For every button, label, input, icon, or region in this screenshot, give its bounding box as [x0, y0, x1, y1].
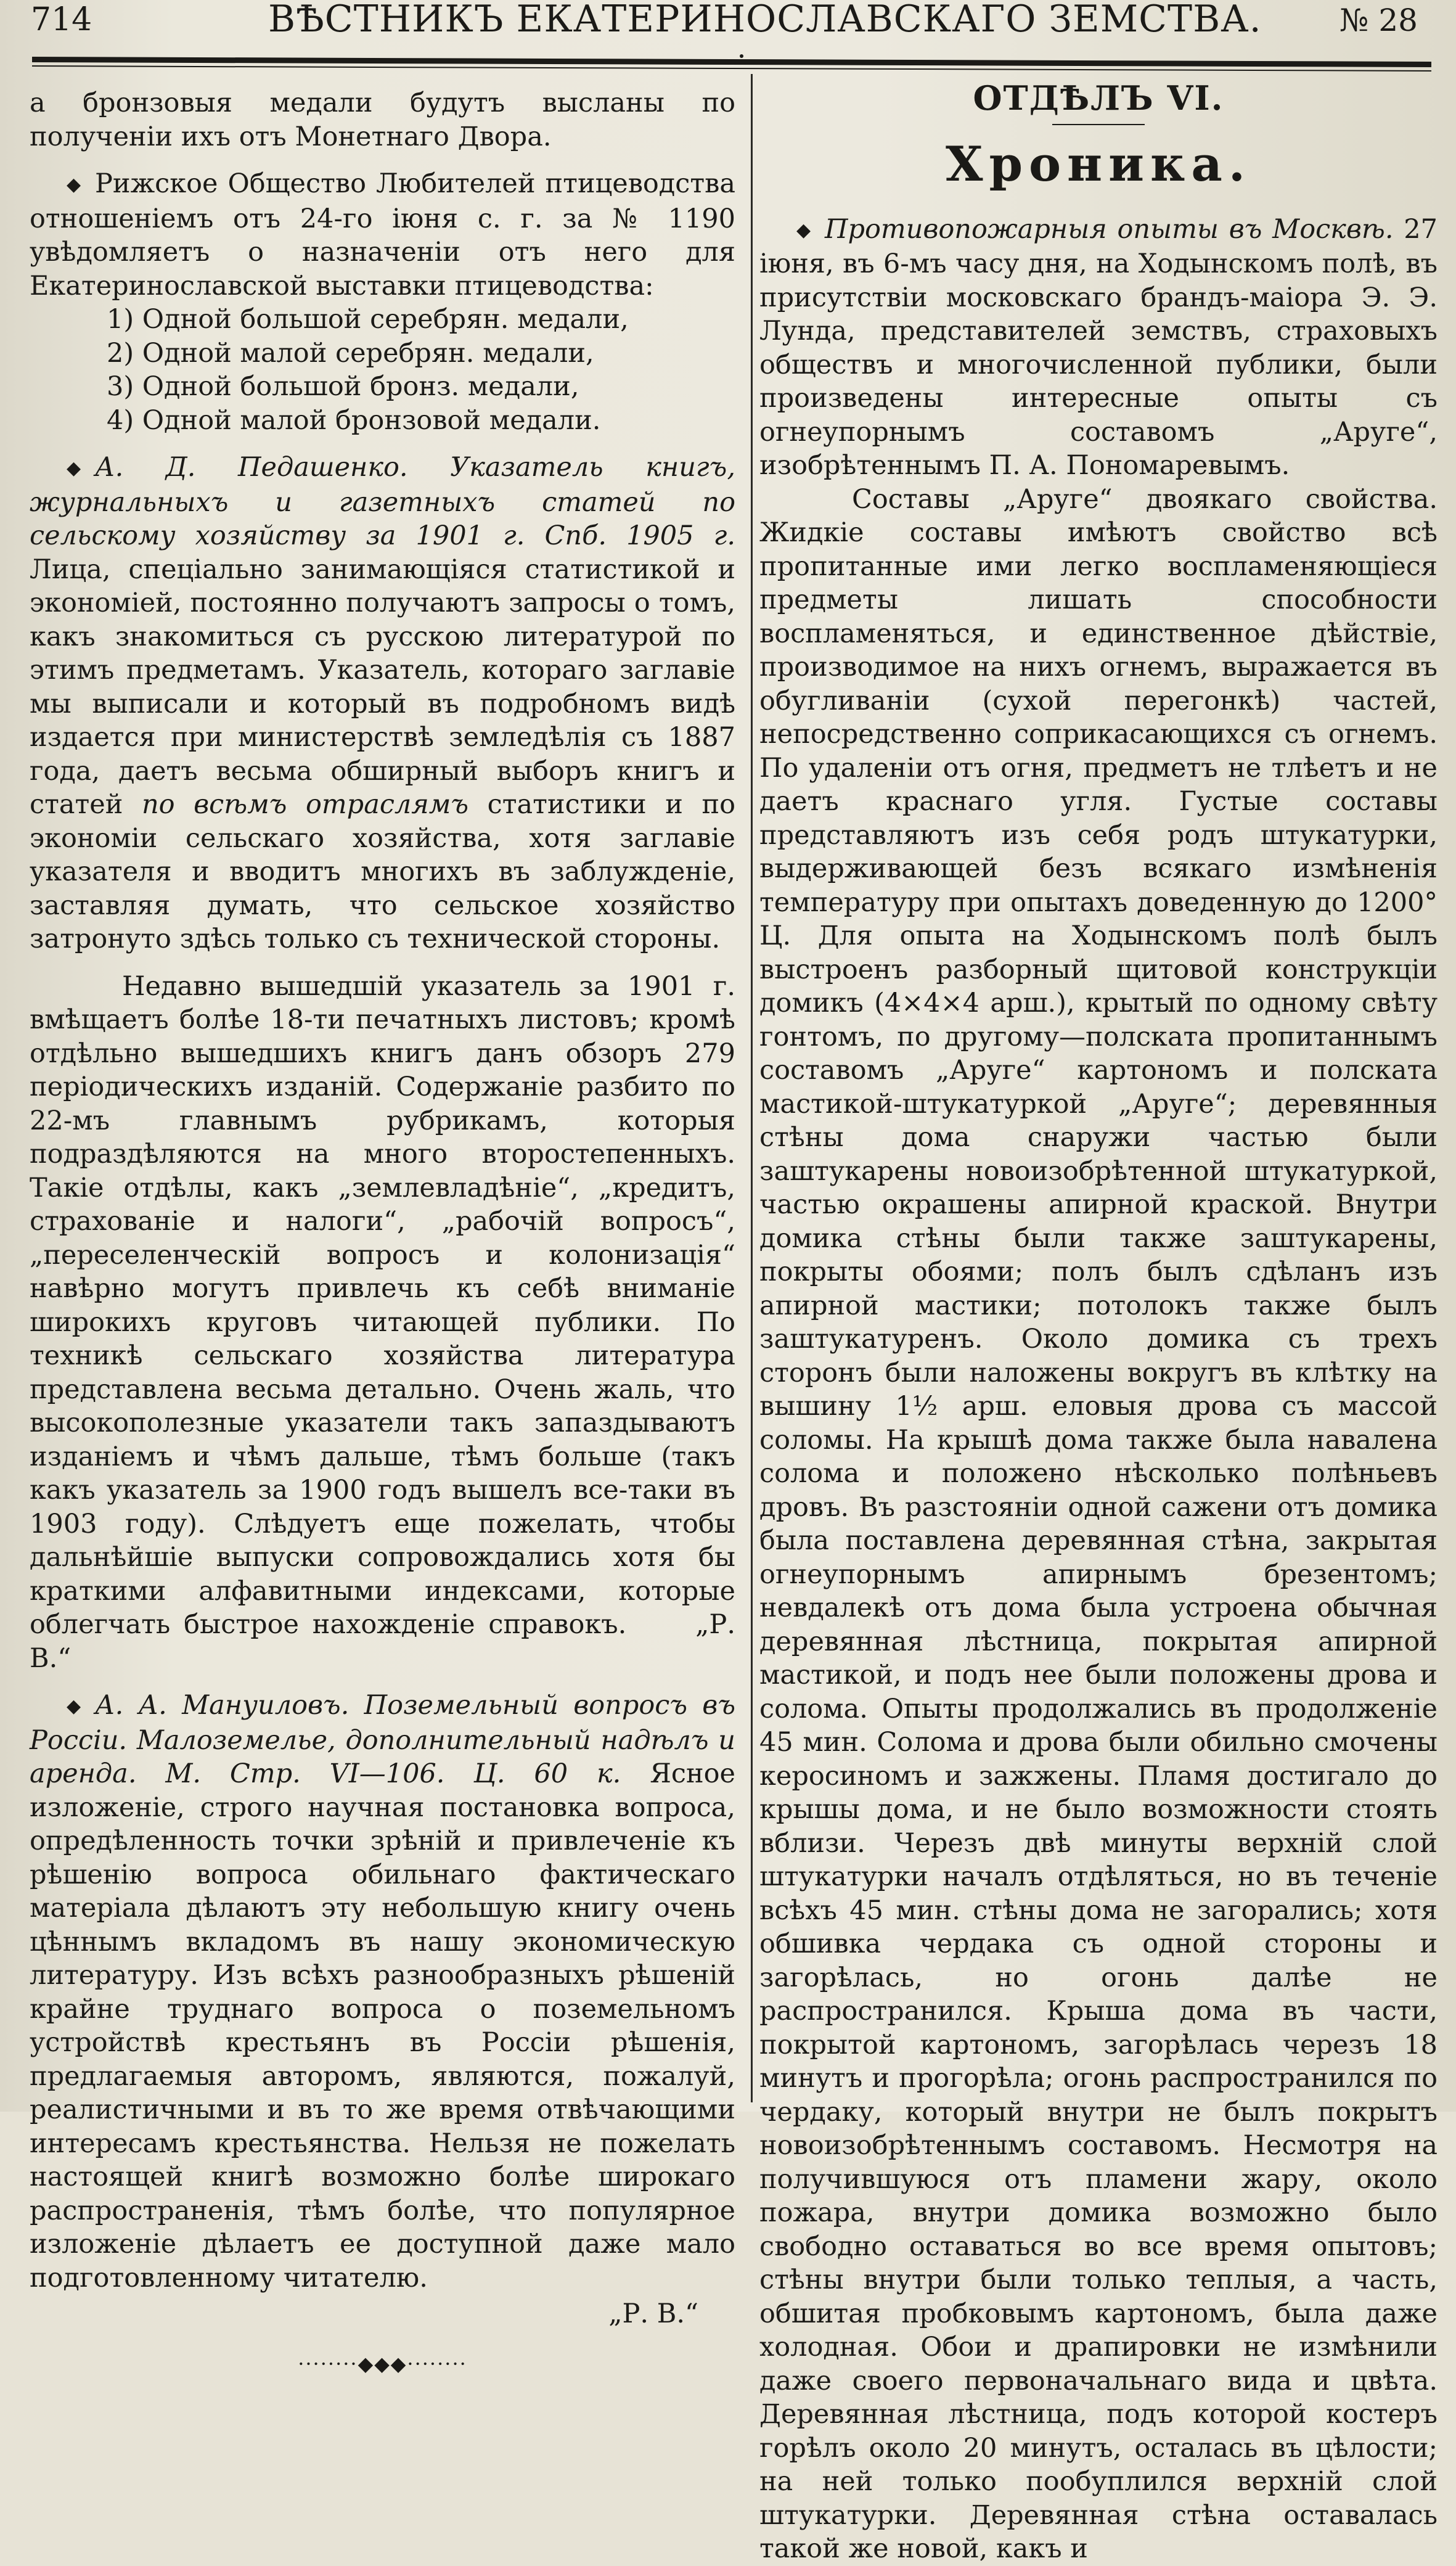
pedashenko-paragraph-2-text: Недавно вышедшiй указатель за 1901 г. вмѣщаетъ болѣе 18-ти печатныхъ листовъ; кромѣ отдѣльно вышедшихъ книгъ данъ обзоръ 279 перiодическихъ изданiй. Содержанiе разбито по 22-мъ главнымъ рубрикамъ, которыя подраздѣляются на много второстепенныхъ. Такiе отдѣлы, какъ „землевладѣнiе“, „кредитъ, страхованiе и налоги“, „рабочiй вопросъ“, „переселенческiй вопросъ и колонизацiя“ навѣрно могутъ привлечь къ себѣ вниманiе широкихъ круговъ читающей публики. По техникѣ сельскаго хозяйства литература представлена весьма детально. Очень жаль, что высокополезные указатели такъ запаздываютъ изданiемъ и чѣмъ дальше, тѣмъ больше (такъ какъ указатель за 1900 годъ вышелъ все-таки въ 1903 году). Слѣдуетъ еще пожелать, чтобы дальнѣйшiе выпуски сопровождались хотя бы краткими алфавитными индексами, которые облегчать быстрое нахожденiе справокъ.: [30, 970, 735, 1640]
pedashenko-title: А. Д. Педашенко. Указатель книгъ, журнальныхъ и газетныхъ статей по сельскому хозяйству за 1901 г. Спб. 1905 г.: [30, 452, 735, 551]
manuilov-title: А. А. Мануиловъ. Поземельный вопросъ въ Россiи. Малоземелье, дополнительный надѣлъ и аренда. М. Стр. VI—106. Ц. 60 к.: [30, 1690, 735, 1789]
medal-list: [30, 303, 735, 437]
medal-item: 4) Одной малой бронзовой медали.: [107, 404, 601, 436]
journal-title: ВѢСТНИКЪ ЕКАТЕРИНОСЛАВСКАГО ЗЕМСТВА.: [268, 0, 1262, 41]
manuilov-text: Ясное изложенiе, строго научная постановка вопроса, опредѣленность точки зрѣнiй и привлеченiе къ рѣшенiю вопроса обильнаго фактическаго матерiала дѣлаютъ эту небольшую книгу очень цѣннымъ вкладомъ въ нашу экономическую литературу. Изъ всѣхъ разнообразныхъ рѣшенiй крайне труднаго вопроса о поземельномъ устройствѣ крестьянъ въ Россiи рѣшенiя, предлагаемыя авторомъ, являются, пожалуй, реалистичными и въ то же время отвѣчающими интересамъ крестьянства. Нельзя не пожелать настоящей книгѣ возможно болѣе широкаго распространенiя, тѣмъ болѣе, что популярное изложенiе дѣлаетъ ее доступной даже мало подготовленному читателю.: [30, 1758, 735, 2293]
bullet-icon: ◆: [67, 1695, 81, 1717]
chronicle-heading: Хроника.: [945, 136, 1252, 192]
fire-experiments-article: [759, 213, 1438, 483]
fire-article-text: 27 iюня, въ 6-мъ часу дня, на Ходынскомъ полѣ, въ присутствiи московскаго брандъ-маiора Э. Э. Лунда, представителей земствъ, страховыхъ обществъ и многочисленной публики, были произведены интересные опыты съ огнеупорнымъ составомъ „Аруге“, изобрѣтеннымъ П. А. Пономаревымъ.: [759, 213, 1438, 481]
left-column: [30, 86, 735, 2380]
signature-rv-2: „Р. В.“: [608, 2298, 698, 2329]
pedashenko-text-2: статистики и по экономiи сельскаго хозяйства, хотя заглавiе указателя и вводитъ многихъ въ заблужденiе, заставляя думать, что сельское хозяйство затронуто здѣсь только съ технической стороны.: [30, 789, 735, 954]
riga-text: Рижское Общество Любителей птицеводства отношенiемъ отъ 24-го iюня с. г. за № 1190 увѣдомляетъ о назначенiи отъ него для Екатеринославской выставки птицеводства:: [30, 168, 735, 301]
header-dot: [740, 54, 743, 58]
fire-article-paragraph-2: Составы „Аруге“ двоякаго свойства. Жидкiе составы имѣютъ свойство всѣ пропитанные ими легко воспламеняющiеся предметы лишать способности воспламеняться, и единственное дѣйствiе, производимое на нихъ огнемъ, выражается въ обугливанiи (сухой перегонкѣ) частей, непосредственно соприкасающихся съ огнемъ. По удаленiи отъ огня, предметъ не тлѣетъ и не даетъ краснаго угля. Густые составы представляютъ изъ себя родъ штукатурки, выдерживающей безъ всякаго измѣненiя температуру при опытахъ доведенную до 1200° Ц. Для опыта на Ходынскомъ полѣ былъ выстроенъ разборный щитовой конструкцiи домикъ (4×4×4 арш.), крытый по одному свѣту гонтомъ, по другому—полската пропитаннымъ составомъ „Аруге“ картономъ и полската мастикой-штукатуркой „Аруге“; деревянныя стѣны дома снаружи частью были заштукарены новоизобрѣтенной штукатуркой, частью окрашены апирной краской. Внутри домика стѣны были также заштукарены, покрыты обоями; полъ былъ сдѣланъ изъ апирной мастики; потолокъ также былъ заштукатуренъ. Около домика съ трехъ сторонъ были наложены вокругъ въ клѣтку на вышину 1½ арш. еловыя дрова съ массой соломы. На крышѣ дома также была навалена солома и положено нѣсколько полѣньевъ дровъ. Въ разстоянiи одной сажени отъ домика была поставлена деревянная стѣна, закрытая огнеупорнымъ апирнымъ брезентомъ; невдалекѣ отъ дома была устроена обычная деревянная лѣстница, покрытая апирной мастикой, и подъ нее были положены дрова и солома. Опыты продолжались въ продолженiе 45 мин. Солома и дрова были обильно смочены керосиномъ и зажжены. Пламя достигало до крышы дома, и не было возможности стоять вблизи. Черезъ двѣ минуты верхнiй слой штукатурки началъ отдѣляться, но въ теченiе всѣхъ 45 мин. стѣны дома не загорались; хотя обшивка чердака съ одной стороны и загорѣлась, но огонь далѣе не распространился. Крыша дома въ части, покрытой картономъ, загорѣлась черезъ 18 минутъ и прогорѣла; огонь распространился по чердаку, который внутри не былъ покрытъ новоизобрѣтеннымъ составомъ. Несмотря на получившуюся отъ пламени жару, около пожара, внутри домика возможно было свободно оставаться во все время опытовъ; стѣны внутри были только теплыя, а часть, обшитая пробковымъ картономъ, была даже холодная. Обои и драпировки не измѣнили даже своего первоначальнаго вида и цвѣта. Деревянная лѣстница, подъ которой костеръ горѣлъ около 20 минутъ, осталась въ цѣлости; на ней только пообуплился верхнiй слой штукатурки. Деревянная стѣна оставалась такой же новой, какъ и: [759, 483, 1438, 2564]
medal-item: 3) Одной большой бронз. медали,: [107, 371, 579, 402]
pedashenko-paragraph-2: [30, 970, 735, 1676]
page-header: [25, 0, 1430, 57]
pedashenko-italic: по всѣмъ отраслямъ: [141, 789, 469, 820]
pedashenko-review: [30, 451, 735, 956]
pedashenko-text: Лица, спецiально занимающiяся статистикой и экономiей, постоянно получаютъ запросы о томъ, какъ знакомиться съ русскою литературой по этимъ предметамъ. Указатель, котораго заглавiе мы выписали и который въ подробномъ видѣ издается при министерствѣ земледѣлiя съ 1887 года, даетъ весьма обширный выборъ книгъ и статей: [30, 554, 735, 820]
riga-paragraph: [30, 167, 735, 303]
section-rule: [1052, 124, 1145, 125]
manuilov-review: [30, 1689, 735, 2295]
column-divider: [751, 74, 753, 2102]
page-number: 714: [31, 1, 92, 38]
ornament-divider: ········◆◆◆········: [298, 2351, 467, 2375]
intro-paragraph: а бронзовыя медали будутъ высланы по полученiи ихъ отъ Монетнаго Двора.: [30, 88, 735, 152]
section-title: ОТДѢЛЪ VI.: [973, 78, 1224, 118]
issue-number: № 28: [1339, 2, 1418, 38]
fire-article-title: Противопожарныя опыты въ Москвѣ.: [825, 213, 1394, 245]
signature-rv: „Р. В.“: [30, 1609, 736, 1674]
medal-item: 1) Одной большой серебрян. медали,: [107, 304, 629, 335]
bullet-icon: ◆: [67, 174, 81, 195]
medal-item: 2) Одной малой серебрян. медали,: [107, 337, 594, 369]
bullet-icon: ◆: [67, 457, 81, 479]
bullet-icon: ◆: [796, 219, 811, 241]
right-column: [759, 78, 1438, 2566]
